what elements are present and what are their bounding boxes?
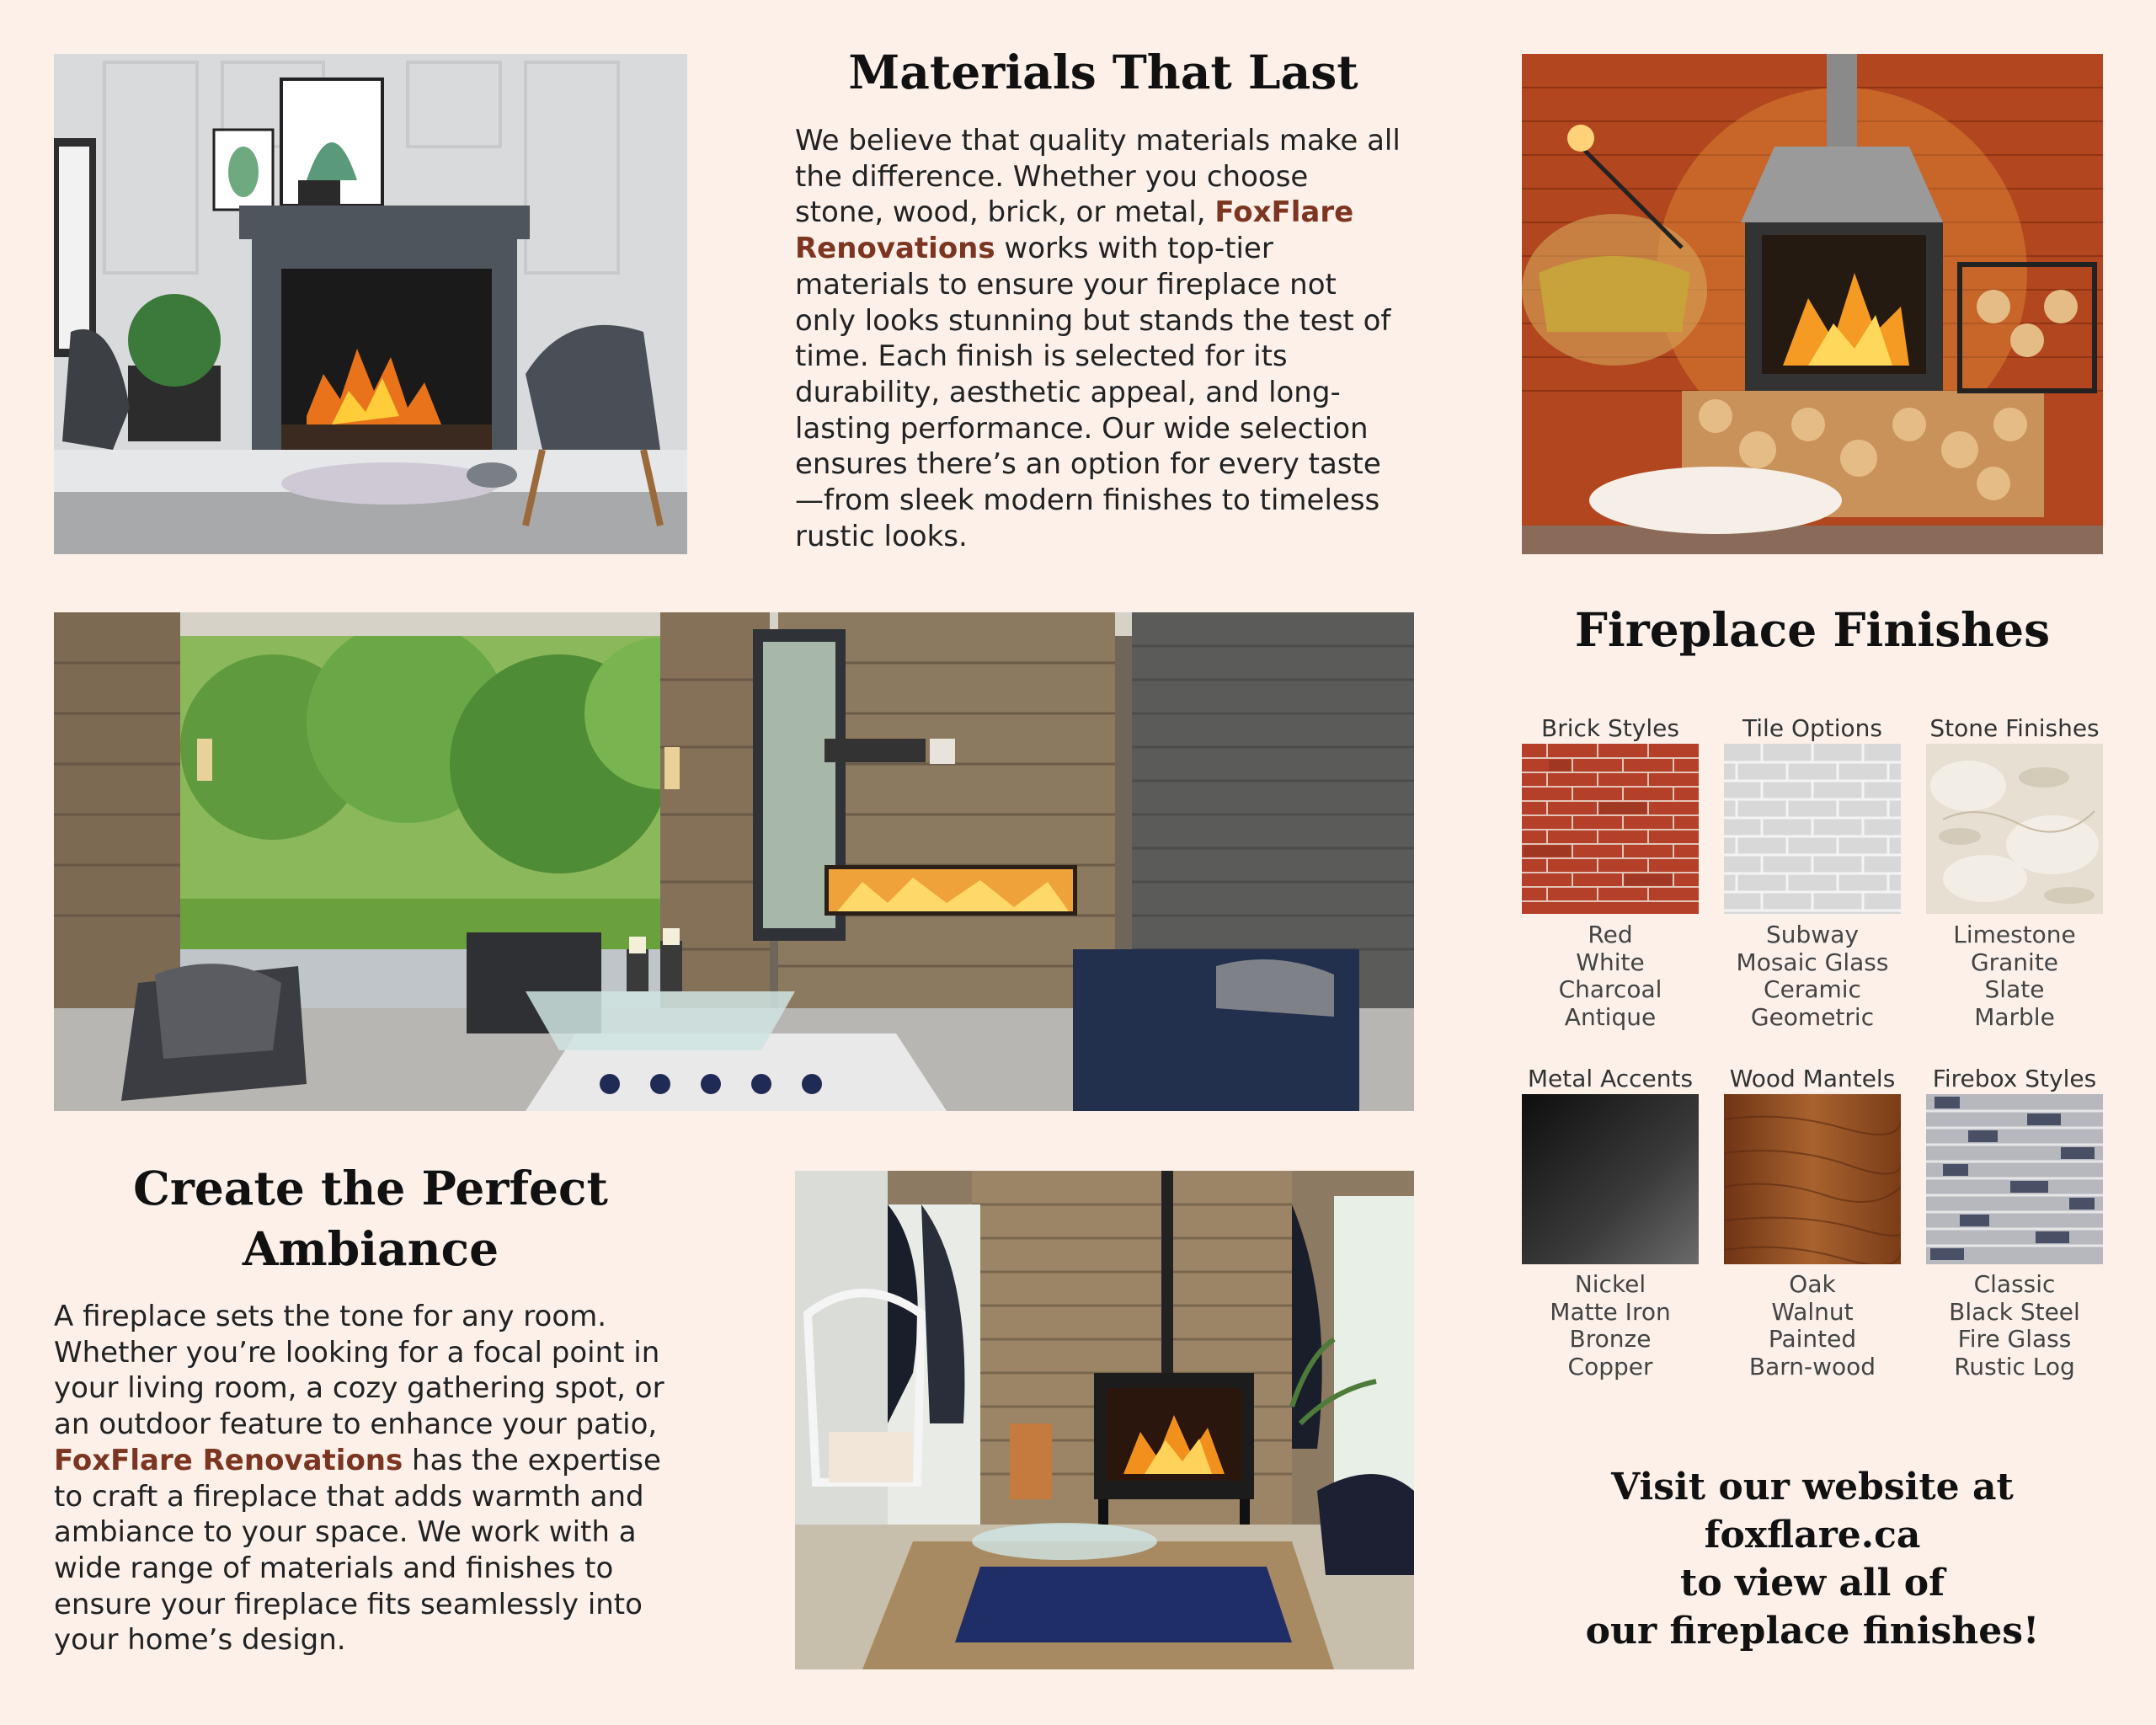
swatch-title-stone: Stone Finishes	[1929, 714, 2100, 742]
swatch-title-metal: Metal Accents	[1527, 1065, 1694, 1092]
swatch-options-brick	[1509, 921, 1711, 1031]
option-item: Matte Iron	[1550, 1297, 1671, 1326]
option-item: White	[1576, 948, 1645, 976]
materials-brand-name: FoxFlare Renovations	[795, 195, 1354, 266]
option-item: Subway	[1766, 921, 1859, 948]
option-item: Mosaic Glass	[1736, 948, 1889, 976]
option-item: Slate	[1984, 975, 2045, 1003]
swatch-title-brick: Brick Styles	[1541, 714, 1679, 742]
option-item: Nickel	[1574, 1270, 1646, 1298]
option-item: Walnut	[1771, 1297, 1854, 1326]
grey-living-room-fireplace-photo	[54, 54, 687, 554]
option-item: Fire Glass	[1957, 1325, 2072, 1353]
option-item: Limestone	[1953, 921, 2076, 948]
option-item: Bronze	[1569, 1325, 1652, 1353]
option-item: Classic	[1973, 1270, 2056, 1298]
swatch-options-stone	[1913, 921, 2116, 1031]
brick-wall-wood-stove-photo	[1522, 54, 2103, 554]
cta-line-2: to view all of	[1680, 1562, 1945, 1605]
swatch-title-tile: Tile Options	[1742, 714, 1882, 742]
ambiance-text-part-2: has the expertise to craft a fireplace that adds warmth and ambiance to your space. We work with a wide range of materials and finishes to ensure your fireplace fits seamlessly into your home’s design.	[54, 1443, 661, 1658]
option-item: Charcoal	[1558, 975, 1662, 1003]
materials-body-text	[795, 123, 1401, 554]
tile-swatch	[1724, 744, 1901, 914]
swatch-options-tile	[1711, 921, 1913, 1031]
ambiance-heading-line-1: Create the Perfect	[133, 1161, 608, 1215]
swatch-options-metal	[1509, 1271, 1711, 1381]
materials-heading: Materials That Last	[848, 45, 1358, 99]
option-item: Marble	[1974, 1002, 2055, 1031]
brick-swatch	[1522, 744, 1699, 914]
ambiance-brand-name: FoxFlare Renovations	[54, 1443, 403, 1477]
option-item: Barn-wood	[1748, 1352, 1876, 1381]
swatch-title-firebox: Firebox Styles	[1932, 1065, 2097, 1092]
option-item: Copper	[1567, 1352, 1653, 1381]
ambiance-heading	[54, 1158, 687, 1279]
swatch-options-firebox	[1913, 1271, 2116, 1381]
materials-text-part-1: We believe that quality materials make all the difference. Whether you choose stone, wood, brick, or metal,	[795, 124, 1401, 230]
cta-line-1: Visit our website at foxflare.ca	[1611, 1466, 2014, 1557]
option-item: Red	[1588, 921, 1633, 948]
outdoor-patio-stone-fireplace-photo	[54, 612, 1414, 1111]
finishes-heading: Fireplace Finishes	[1574, 602, 2051, 657]
website-cta	[1522, 1463, 2103, 1655]
swatch-options-wood	[1711, 1271, 1913, 1381]
materials-text-part-2: works with top-tier materials to ensure your fireplace not only looks stunning but stands the test of time. Each finish is selected for its durability, aesthetic appeal, and long-lasting performance. Our wide selection ensures there’s an option for every taste—from sleek modern finishes to timeless rustic looks.	[795, 232, 1391, 553]
option-item: Granite	[1970, 948, 2059, 976]
firebox-swatch	[1926, 1094, 2103, 1264]
option-item: Black Steel	[1949, 1297, 2080, 1326]
option-item: Oak	[1789, 1270, 1836, 1298]
swatch-title-wood: Wood Mantels	[1729, 1065, 1896, 1092]
cta-line-3: our fireplace finishes!	[1585, 1610, 2040, 1653]
option-item: Antique	[1564, 1002, 1657, 1031]
ambiance-body-text	[54, 1299, 690, 1658]
option-item: Painted	[1768, 1325, 1857, 1353]
wood-swatch	[1724, 1094, 1901, 1264]
ambiance-heading-line-2: Ambiance	[242, 1221, 499, 1276]
option-item: Rustic Log	[1954, 1352, 2075, 1381]
ambiance-text-part-1: A fireplace sets the tone for any room. Whether you’re looking for a focal point in your living room, a cozy gathering spot, or an outdoor feature to enhance your patio,	[54, 1300, 664, 1442]
option-item: Geometric	[1750, 1002, 1875, 1031]
option-item: Ceramic	[1764, 975, 1861, 1003]
sunroom-wood-stove-photo	[795, 1171, 1414, 1669]
stone-swatch	[1926, 744, 2103, 914]
metal-swatch	[1522, 1094, 1699, 1264]
